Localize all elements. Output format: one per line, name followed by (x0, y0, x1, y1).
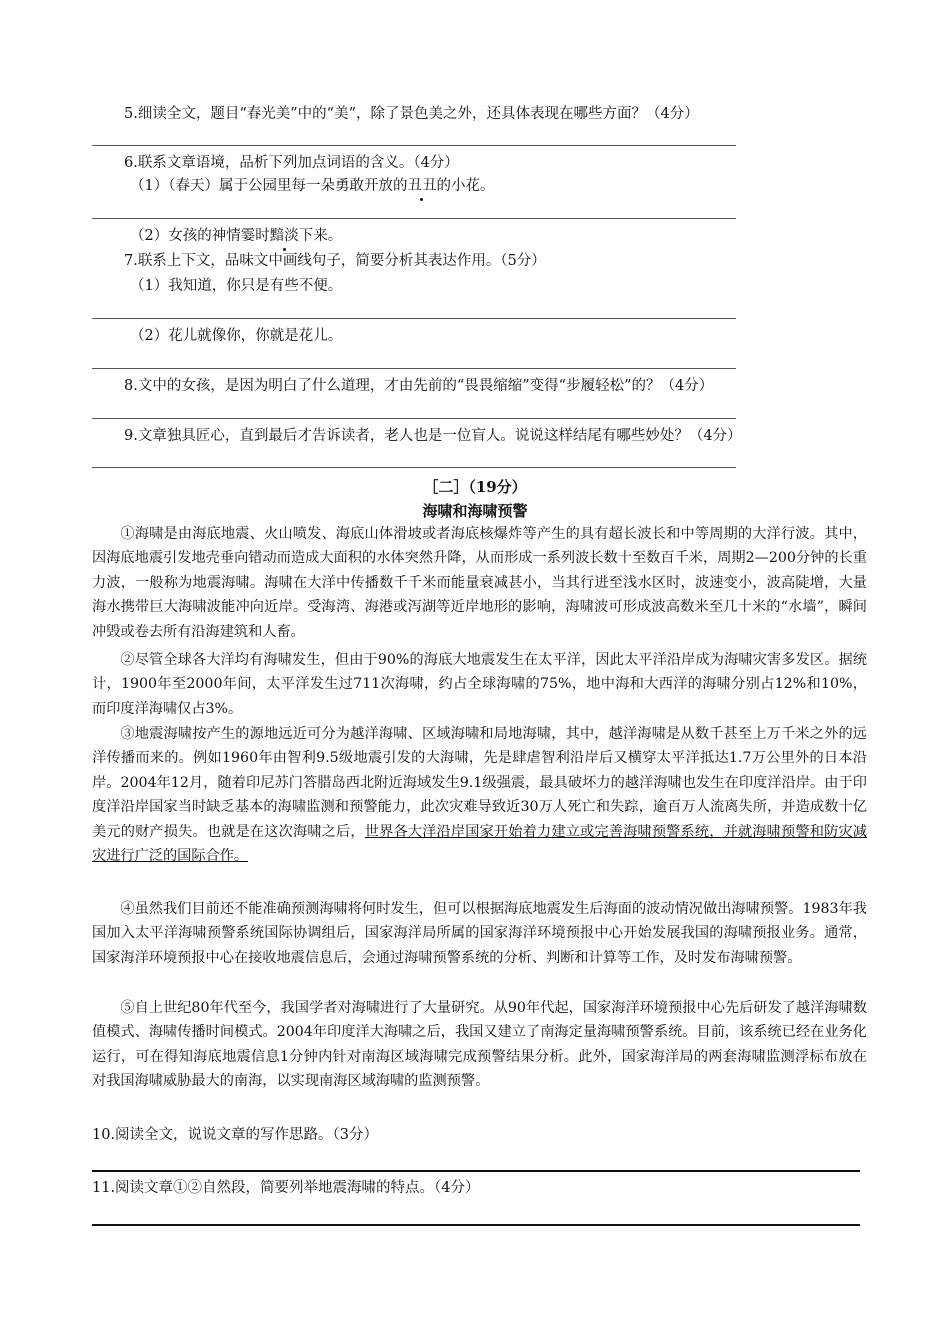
answer-line (92, 467, 736, 468)
answer-line (92, 218, 736, 219)
article-paragraph-4: ④虽然我们目前还不能准确预测海啸将何时发生，但可以根据海底地震发生后海面的波动情况做出海啸预警。1983年我国加入太平洋海啸预警系统国际协调组后，国家海洋局所属的国家海洋环境预报中心开始发展我国的海啸预报业务。通常，国家海洋环境预报中心在接收地震信息后，会通过海啸预警系统的分析、判断和计算等工作，及时发布海啸预警。 (92, 901, 867, 966)
answer-line (92, 418, 736, 419)
article-paragraph-2: ②尽管全球各大洋均有海啸发生，但由于90%的海底大地震发生在太平洋，因此太平洋沿岸成为海啸灾害多发区。据统计，1900年至2000年间，太平洋发生过711次海啸，约占全球海啸的75%，地中海和大西洋的海啸分别占12%和10%，而印度洋海啸仅占3%。 (92, 652, 867, 717)
answer-line (92, 318, 736, 319)
question-6-1 (130, 176, 494, 196)
question-5: 5.细读全文，题目“春光美”中的“美”，除了景色美之外，还具体表现在哪些方面？（4分） (124, 106, 699, 122)
question-9: 9.文章独具匠心，直到最后才告诉读者，老人也是一位盲人。说说这样结尾有哪些妙处？（4分） (124, 428, 742, 444)
section-label: ［二］（19分） (423, 478, 527, 496)
answer-line (92, 145, 736, 146)
answer-line (92, 1170, 860, 1172)
question-7-1: （1）我知道，你只是有些不便。 (130, 278, 343, 294)
question-10: 10.阅读全文，说说文章的写作思路。（3分） (92, 1127, 379, 1143)
emphasis-word: 黯淡 (269, 228, 299, 244)
emphasis-word: 丑丑 (407, 178, 437, 194)
question-11: 11.阅读文章①②自然段，简要列举地震海啸的特点。（4分） (92, 1180, 480, 1196)
article-paragraph-5: ⑤自上世纪80年代至今，我国学者对海啸进行了大量研究。从90年代起，国家海洋环境预报中心先后研发了越洋海啸数值模式、海啸传播时间模式。2004年印度洋大海啸之后，我国又建立了南海定量海啸预警系统。目前，该系统已经在业务化运行，可在得知海底地震信息1分钟内针对南海区域海啸完成预警结果分析。此外，国家海洋局的两套海啸监测浮标布放在对我国海啸威胁最大的南海，以实现南海区域海啸的监测预警。 (92, 1000, 867, 1090)
question-6-1-text: （1）（春天）属于公园里每一朵勇敢开放的 (130, 178, 408, 194)
question-6-1-text-end: 的小花。 (436, 178, 495, 194)
question-7: 7.联系上下文，品味文中画线句子，简要分析其表达作用。（5分） (124, 253, 546, 269)
answer-line (92, 1224, 860, 1226)
article-title: 海啸和海啸预警 (422, 502, 528, 520)
answer-line (92, 368, 736, 369)
article-paragraph-3 (92, 722, 867, 868)
question-6-2-text-end: 下来。 (298, 228, 343, 244)
question-6: 6.联系文章语境，品析下列加点词语的含义。（4分） (124, 155, 459, 171)
question-6-2-text: （2）女孩的神情霎时 (130, 228, 270, 244)
question-8: 8.文中的女孩，是因为明白了什么道理，才由先前的“畏畏缩缩”变得“步履轻松”的？（4分） (124, 378, 714, 394)
article-paragraph-1: ①海啸是由海底地震、火山喷发、海底山体滑坡或者海底核爆炸等产生的具有超长波长和中等周期的大洋行波。其中，因海底地震引发地壳垂向错动而造成大面积的水体突然升降，从而形成一系列波长数十至数百千米，周期2—200分钟的长重力波，一般称为地震海啸。海啸在大洋中传播数千千米而能量衰减甚小，当其行进至浅水区时，波速变小，波高陡增，大量海水携带巨大海啸波能冲向近岸。受海湾、海港或泻湖等近岸地形的影响，海啸波可形成波高数米至几十米的“水墙”，瞬间冲毁或卷去所有沿海建筑和人畜。 (92, 526, 867, 640)
question-6-2 (130, 226, 342, 246)
underlined-sentence: 世界各大洋沿岸国家开始着力建立或完善海啸预警系统，并就海啸预警和防灾减灾进行广泛的国际合作。 (92, 823, 867, 865)
paragraph-3-text: ③地震海啸按产生的源地远近可分为越洋海啸、区域海啸和局地海啸，其中，越洋海啸是从数千甚至上万千米之外的远洋传播而来的。例如1960年由智利9.5级地震引发的大海啸，先是肆虐智利沿岸后又横穿太平洋抵达1.7万公里外的日本沿岸。2004年12月，随着印尼苏门答腊岛西北附近海域发生9.1级强震，最具破坏力的越洋海啸也发生在印度洋沿岸。由于印度洋沿岸国家当时缺乏基本的海啸监测和预警能力，此次灾难导致近30万人死亡和失踪，逾百万人流离失所，并造成数十亿美元的财产损失。也就是在这次海啸之后， (92, 726, 867, 840)
question-7-2: （2）花儿就像你，你就是花儿。 (130, 328, 343, 344)
